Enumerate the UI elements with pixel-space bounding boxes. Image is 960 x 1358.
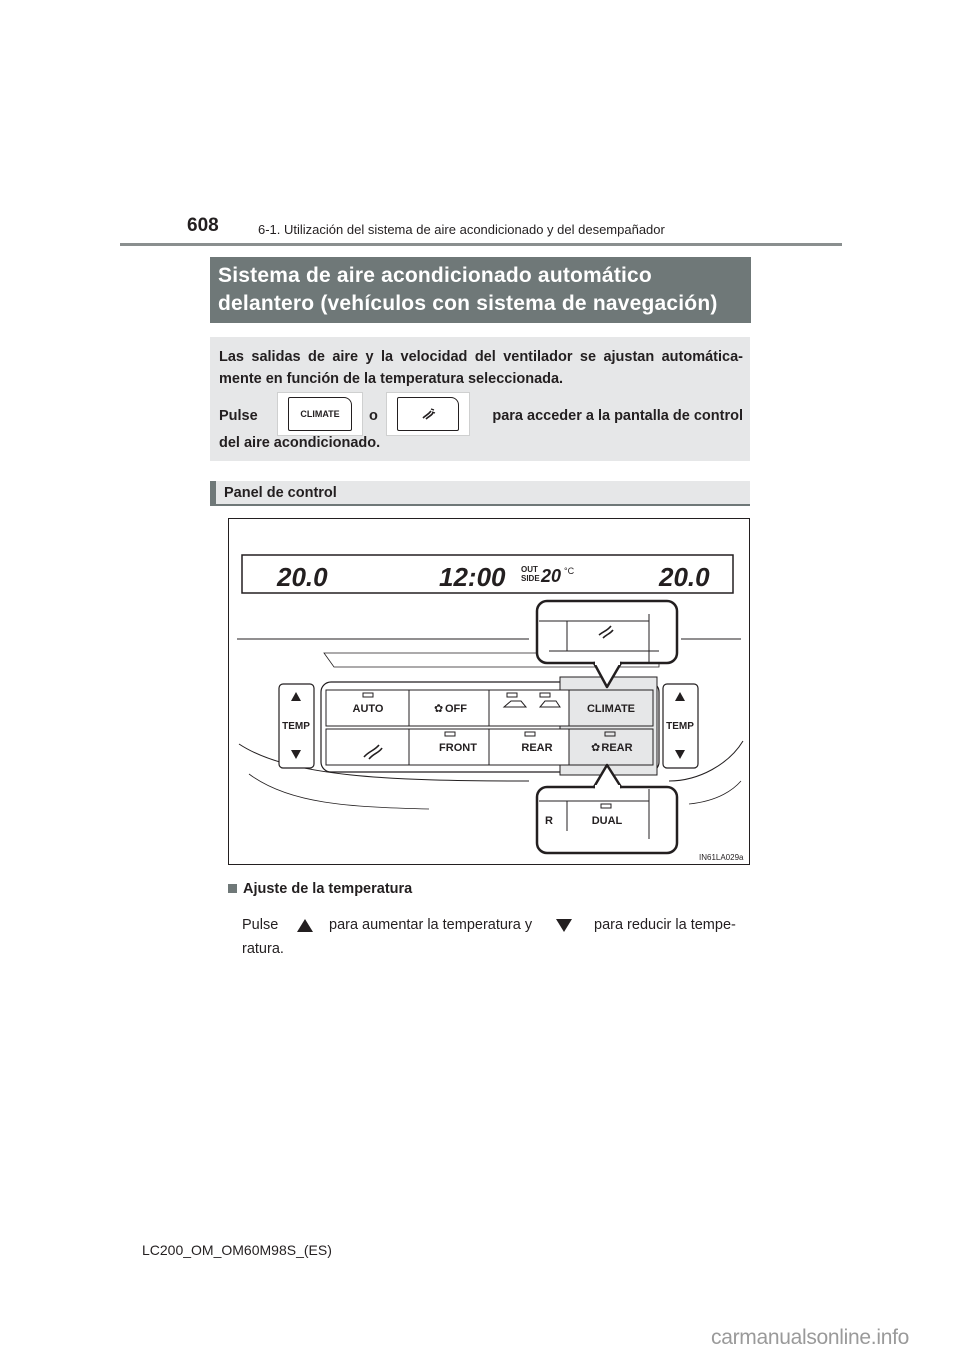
control-panel-figure	[228, 518, 750, 865]
or-word: o	[369, 408, 378, 424]
rear-label: REAR	[521, 742, 553, 754]
figure-code: IN61LA029a	[699, 853, 744, 862]
section-title: 6-1. Utilización del sistema de aire acondicionado y del desempañador	[258, 222, 665, 237]
callout-bottom-join	[595, 785, 620, 791]
intro-line-2: del aire acondicionado.	[219, 435, 381, 451]
display-left-temp: 20.0	[277, 562, 328, 592]
display-outside-label-1: OUT	[521, 565, 538, 574]
bullet-pulse: Pulse	[242, 917, 279, 933]
footer-code: LC200_OM_OM60M98S_(ES)	[142, 1242, 332, 1258]
intro-box	[210, 337, 750, 461]
front-label: FRONT	[439, 742, 477, 754]
panel-heading-text: Panel de control	[224, 485, 337, 501]
airflow-button-image	[386, 392, 470, 436]
page-title-line-1: Sistema de aire acondicionado automático	[218, 264, 652, 287]
down-arrow-icon	[556, 919, 572, 932]
temp-left-label: TEMP	[282, 721, 310, 732]
bullet-mid: para aumentar la temperatura y	[329, 917, 533, 933]
page-title-line-2: delantero (vehículos con sistema de navegación)	[218, 292, 718, 315]
dual-label: DUAL	[591, 815, 623, 827]
temp-right-label: TEMP	[666, 721, 694, 732]
page-number: 608	[187, 215, 219, 236]
bullet-heading: Ajuste de la temperatura	[243, 881, 413, 897]
display-outside-temp: 20	[541, 566, 562, 586]
climate-button-image	[277, 392, 363, 436]
display-right-temp: 20.0	[659, 562, 710, 592]
control-panel-illustration	[229, 519, 750, 865]
partial-r-label: R	[545, 815, 553, 827]
intro-text: Las salidas de aire y la velocidad del ventilador se ajustan automática-mente en función de la temperatura seleccionada.	[219, 349, 743, 387]
climate-label: CLIMATE	[586, 703, 636, 715]
header-rule	[120, 243, 842, 246]
off-label: OFF	[445, 703, 467, 715]
fan-rear-icon: ✿	[591, 742, 601, 754]
pulse-line	[219, 405, 743, 427]
display-clock: 12:00	[439, 562, 506, 592]
bullet-square-icon	[228, 884, 237, 893]
airflow-button	[326, 729, 409, 765]
recirc-button	[489, 690, 569, 726]
callout-top	[537, 601, 677, 663]
airflow-icon	[397, 397, 459, 431]
display-outside-label-2: SIDE	[521, 574, 540, 583]
bullet-line-2: ratura.	[242, 941, 284, 957]
fan-rear-label: REAR	[601, 742, 633, 754]
watermark: carmanualsonline.info	[711, 1326, 909, 1349]
pulse-word: Pulse	[219, 408, 258, 424]
bullet-body	[242, 913, 746, 961]
panel-heading	[210, 481, 750, 506]
up-arrow-icon	[297, 919, 313, 932]
auto-label: AUTO	[352, 703, 384, 715]
bullet-end: para reducir la tempe-	[594, 917, 736, 933]
panel-heading-bar	[210, 481, 216, 504]
fan-icon: ✿	[434, 703, 444, 715]
page-title	[210, 257, 751, 323]
callout-top-join	[595, 659, 620, 665]
climate-button-label: CLIMATE	[288, 397, 352, 431]
pulse-after: para acceder a la pantalla de control	[492, 408, 743, 424]
display-outside-unit: °C	[564, 566, 575, 576]
